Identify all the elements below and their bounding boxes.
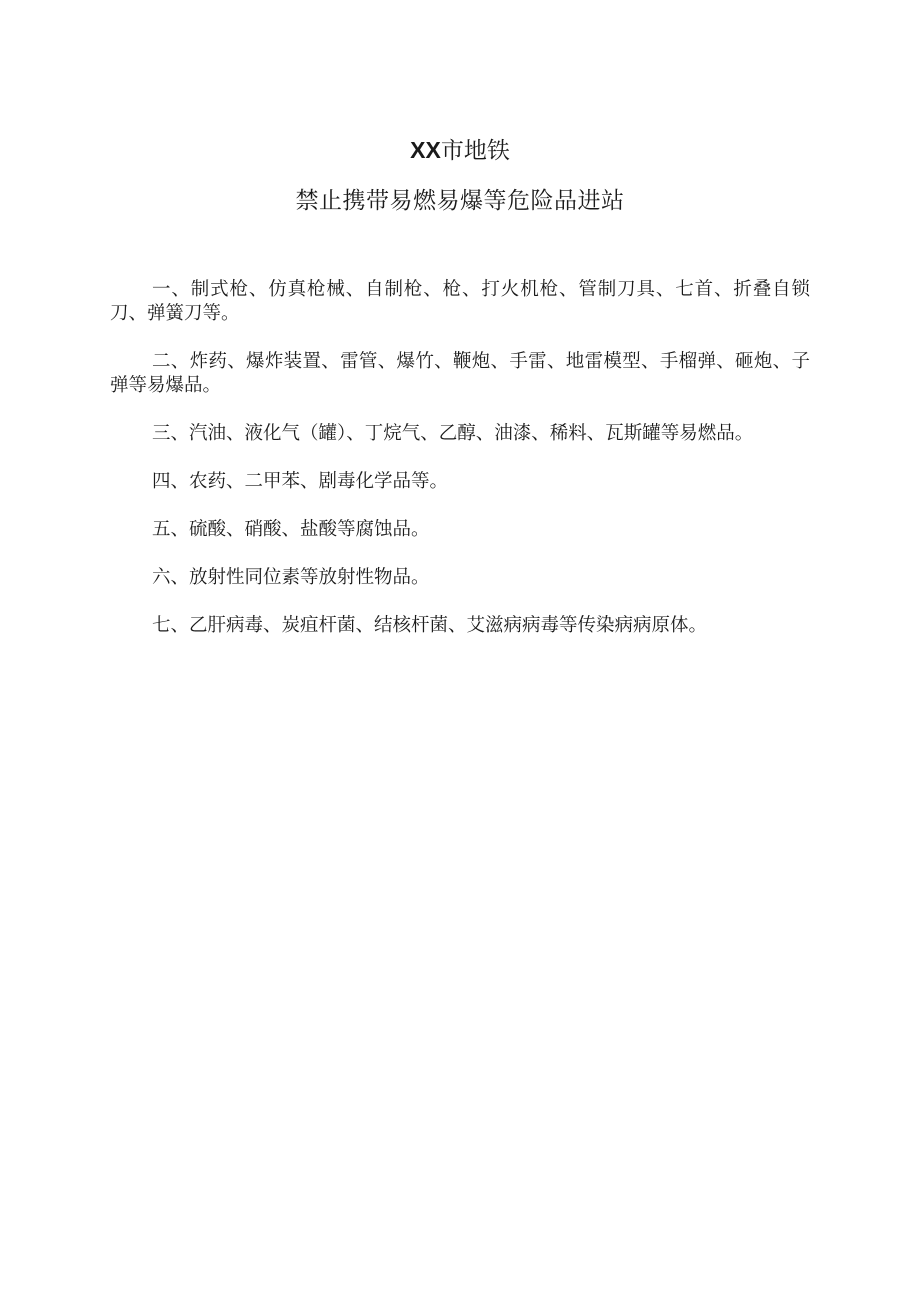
prohibited-items-list xyxy=(110,278,810,662)
title-suffix: 市地铁 xyxy=(440,138,510,164)
list-item-5: 五、硫酸、硝酸、盐酸等腐蚀品。 xyxy=(152,519,430,540)
list-item-7: 七、乙肝病毒、炭疽杆菌、结核杆菌、艾滋病病毒等传染病病原体。 xyxy=(152,615,708,636)
list-item-2: 二、炸药、爆炸装置、雷管、爆竹、鞭炮、手雷、地雷模型、手榴弹、砸炮、子弹等易爆品。 xyxy=(110,351,810,396)
list-item-3: 三、汽油、液化气（罐）、丁烷气、乙醇、油漆、稀料、瓦斯罐等易燃品。 xyxy=(152,423,754,444)
document-title xyxy=(0,135,920,166)
list-item-4: 四、农药、二甲苯、剧毒化学品等。 xyxy=(152,471,449,492)
list-item-1: 一、制式枪、仿真枪械、自制枪、枪、打火机枪、管制刀具、七首、折叠自锁刀、弹簧刀等。 xyxy=(110,279,810,324)
document-subtitle: 禁止携带易燃易爆等危险品进站 xyxy=(295,188,625,214)
list-item-6: 六、放射性同位素等放射性物品。 xyxy=(152,567,430,588)
title-prefix: XX xyxy=(410,137,441,163)
